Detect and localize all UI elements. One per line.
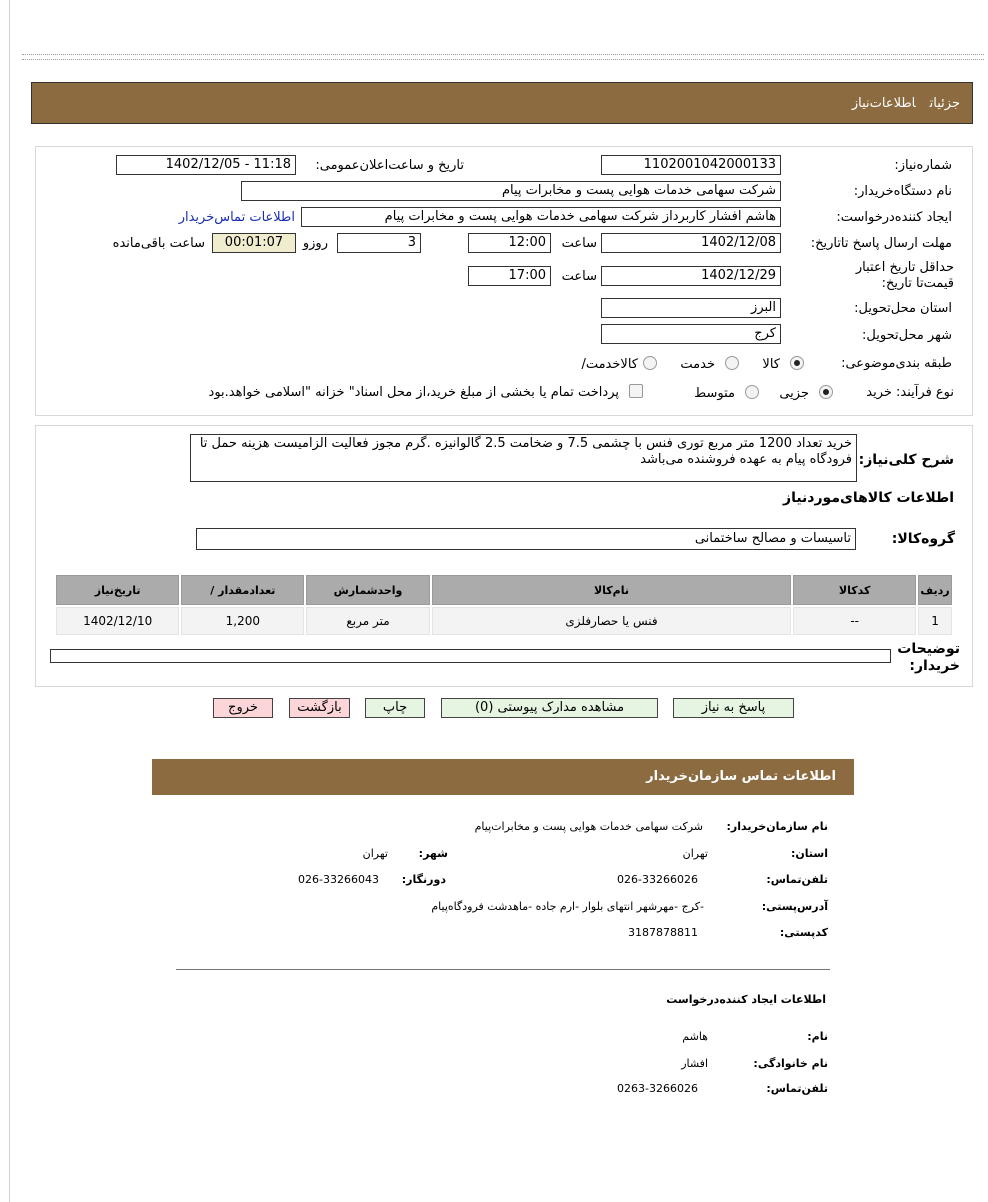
- col-need-date: تاریخ‌نیاز: [56, 575, 179, 605]
- contact-postal-label: کد‌پستی:: [779, 926, 828, 939]
- contact-org-label: نام سازمان‌خریدار:: [726, 820, 828, 833]
- reply-button[interactable]: پاسخ به نیاز: [673, 698, 794, 718]
- left-border: [9, 0, 10, 1202]
- col-row-number: ردیف: [918, 575, 952, 605]
- contact-section-title: اطلاعات تماس سازمان‌خریدار: [646, 769, 836, 784]
- buyer-org-field: شرکت سهامی خدمات هوایی پست و مخابرات پیام: [241, 181, 781, 201]
- need-description-label: شرح کلی‌نیاز:: [858, 452, 954, 468]
- deadline-time-label: ساعت: [561, 236, 597, 251]
- remaining-time-field: 00:01:07: [212, 233, 296, 253]
- process-partial-label: جزیی: [779, 386, 809, 401]
- category-goods-radio[interactable]: [790, 356, 804, 370]
- col-goods-code: کدکالا: [793, 575, 916, 605]
- process-medium-radio[interactable]: [745, 385, 759, 399]
- validity-time-label: ساعت: [561, 269, 597, 284]
- validity-time-field: 17:00: [468, 266, 551, 286]
- category-service-radio[interactable]: [725, 356, 739, 370]
- category-goods-label: کالا: [762, 357, 780, 372]
- process-type-label: نوع فرآیند: خرید: [866, 385, 954, 400]
- contact-postal-value: 3187878811: [628, 926, 698, 939]
- need-number-label: شماره‌نیاز:: [894, 158, 952, 173]
- contact-city-value: تهران: [362, 847, 388, 860]
- cell-need-date: 1402/12/10: [56, 607, 179, 635]
- category-goods-service-label: کالا‌خدمت/: [581, 357, 638, 372]
- goods-group-label: گروه‌کالا:: [891, 531, 955, 547]
- contact-city-label: شهر:: [418, 847, 448, 860]
- attachments-button[interactable]: مشاهده مدارک پیوستی (0): [441, 698, 658, 718]
- contact-phone-value: 026-33266026: [617, 873, 698, 886]
- announce-label: تاریخ و ساعت‌اعلان‌عمومی:: [315, 158, 464, 173]
- cell-goods-code: --: [793, 607, 916, 635]
- contact-fax-label: دورنگار:: [401, 873, 446, 886]
- contact-fax-value: 026-33266043: [298, 873, 379, 886]
- contact-province-value: تهران: [682, 847, 708, 860]
- contact-province-label: استان:: [791, 847, 828, 860]
- category-label: طبقه بندی‌موضوعی:: [841, 356, 952, 371]
- announce-field: 1402/12/05 - 11:18: [116, 155, 296, 175]
- breadcrumb-details[interactable]: جزئیات: [929, 96, 960, 111]
- treasury-payment-checkbox[interactable]: [629, 384, 643, 398]
- need-description-field: خرید تعداد 1200 متر مربع توری فنس با چشمی 7.5 و ضخامت 2.5 گالوانیزه .گرم مجوز فعالیت الزامیست هزینه حمل تا فرودگاه پیام به عهده فروشنده می‌باشد: [190, 434, 857, 482]
- goods-table: [54, 573, 954, 637]
- contact-address-value: -کرج -مهرشهر انتهای بلوار -ارم جاده -ماهدشت فرودگاه‌پیام: [431, 900, 704, 913]
- cell-row-number: 1: [918, 607, 952, 635]
- buyer-notes-field: [50, 649, 891, 663]
- exit-button[interactable]: خروج: [213, 698, 273, 718]
- province-field: البرز: [601, 298, 781, 318]
- need-number-field: 1102001042000133: [601, 155, 781, 175]
- creator-family-label: نام خانوادگی:: [753, 1057, 828, 1070]
- col-unit: واحدشمارش: [306, 575, 429, 605]
- back-button[interactable]: بازگشت: [289, 698, 350, 718]
- category-service-label: خدمت: [680, 357, 715, 372]
- process-partial-radio[interactable]: [819, 385, 833, 399]
- province-label: استان محل‌تحویل:: [854, 301, 952, 316]
- days-field: 3: [337, 233, 421, 253]
- col-quantity: تعدادمقدار /: [181, 575, 304, 605]
- col-goods-name: نام‌کالا: [432, 575, 792, 605]
- city-label: شهر محل‌تحویل:: [862, 328, 952, 343]
- buyer-org-label: نام دستگاه‌خریدار:: [853, 184, 952, 199]
- deadline-date-field: 1402/12/08: [601, 233, 781, 253]
- creator-label: ایجاد کننده‌درخواست:: [836, 210, 952, 225]
- validity-date-field: 1402/12/29: [601, 266, 781, 286]
- contact-address-label: آدرس‌پستی:: [761, 900, 828, 913]
- treasury-payment-label: پرداخت تمام یا بخشی از مبلغ خرید،از محل اسناد" خزانه "اسلامی خواهد.بود: [208, 385, 619, 400]
- creator-phone-value: 0263-3266026: [617, 1082, 698, 1095]
- city-field: کرج: [601, 324, 781, 344]
- creator-info-title: اطلاعات ایجاد کننده‌درخواست: [666, 993, 826, 1006]
- contact-section-header: [152, 759, 854, 795]
- days-label: روزو: [302, 236, 328, 251]
- process-medium-label: متوسط: [694, 386, 735, 401]
- table-row: [56, 607, 952, 635]
- deadline-label: مهلت ارسال پاسخ تا‌تاریخ:: [810, 236, 952, 251]
- creator-field: هاشم افشار کاربرداز شرکت سهامی خدمات هوایی پست و مخابرات پیام: [301, 207, 781, 227]
- cell-quantity: 1,200: [181, 607, 304, 635]
- contact-org-value: شرکت سهامی خدمات هوایی پست و مخابرات‌پیام: [474, 820, 703, 833]
- cell-goods-name: فنس یا حصارفلزی: [432, 607, 792, 635]
- print-button[interactable]: چاپ: [365, 698, 425, 718]
- top-divider: [22, 54, 984, 60]
- goods-group-field: تاسیسات و مصالح ساختمانی: [196, 528, 856, 550]
- page-header: [31, 82, 973, 124]
- creator-name-label: نام:: [807, 1030, 828, 1043]
- category-goods-service-radio[interactable]: [643, 356, 657, 370]
- cell-unit: متر مربع: [306, 607, 429, 635]
- validity-label: حداقل تاریخ اعتبار قیمت‌تا تاریخ:: [855, 260, 954, 291]
- creator-name-value: هاشم: [682, 1030, 708, 1043]
- remaining-label: ساعت باقی‌مانده: [112, 236, 205, 251]
- goods-info-heading: اطلاعات کالاهای‌موردنیاز: [783, 490, 954, 506]
- buyer-notes-label: توضیحات خریدار:: [897, 641, 960, 674]
- creator-family-value: افشار: [681, 1057, 708, 1070]
- breadcrumb: [838, 96, 960, 111]
- section-divider: [176, 969, 830, 970]
- creator-phone-label: تلفن‌تماس:: [766, 1082, 828, 1095]
- buyer-contact-link[interactable]: اطلاعات تماس‌خریدار: [178, 210, 295, 225]
- breadcrumb-need-info[interactable]: اطلاعات‌نیاز: [851, 96, 916, 111]
- contact-phone-label: تلفن‌تماس:: [766, 873, 828, 886]
- deadline-time-field: 12:00: [468, 233, 551, 253]
